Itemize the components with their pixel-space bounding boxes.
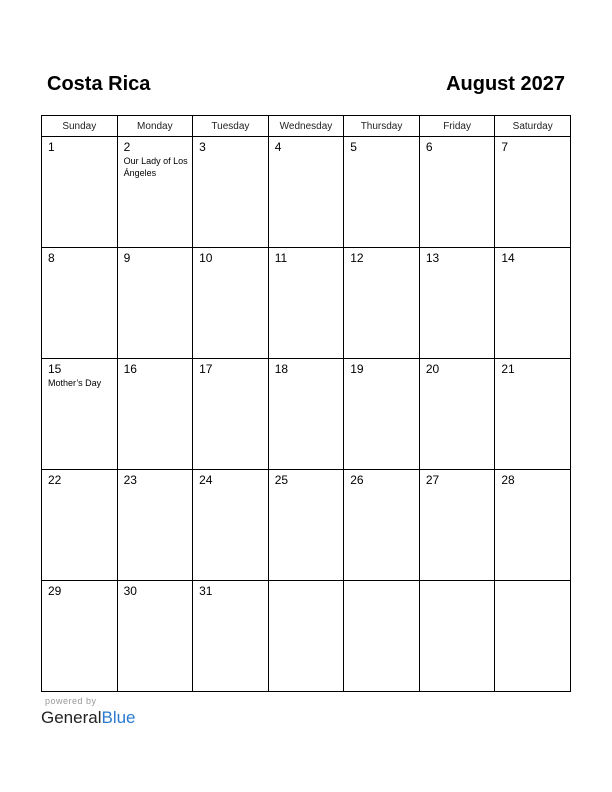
day-number: 18 <box>274 362 289 376</box>
weekday-header: Saturday <box>495 116 571 137</box>
day-cell-content <box>269 581 344 691</box>
day-cell-content <box>344 248 419 358</box>
day-number: 8 <box>48 251 55 265</box>
day-cell <box>268 248 344 359</box>
day-cell <box>495 359 571 470</box>
day-cell <box>344 248 420 359</box>
day-number: 28 <box>501 473 515 487</box>
day-cell <box>344 470 420 581</box>
day-cell-content <box>269 137 344 247</box>
day-cell-content <box>420 137 495 247</box>
country-title: Costa Rica <box>47 73 151 95</box>
day-cell-content <box>42 359 117 469</box>
day-cell <box>193 248 269 359</box>
day-number: 26 <box>350 473 364 487</box>
day-cell-content <box>420 359 495 469</box>
weekday-header: Tuesday <box>193 116 269 137</box>
day-number: 14 <box>501 251 515 265</box>
day-cell <box>193 581 269 692</box>
day-number: 15 <box>48 362 62 376</box>
day-number: 11 <box>274 251 288 265</box>
day-cell <box>117 470 193 581</box>
day-number: 22 <box>48 473 62 487</box>
day-number: 5 <box>350 140 357 154</box>
day-cell-content <box>118 581 193 691</box>
weekday-header: Thursday <box>344 116 420 137</box>
footer-branding <box>41 696 136 728</box>
calendar-grid <box>41 115 571 692</box>
day-number: 9 <box>123 251 131 265</box>
day-cell-content <box>420 470 495 580</box>
day-cell-content <box>118 359 193 469</box>
day-cell <box>42 248 118 359</box>
month-title: August 2027 <box>446 73 565 95</box>
logo-blue-text: Blue <box>101 708 136 727</box>
day-number: 7 <box>501 140 509 154</box>
day-number: 19 <box>350 362 364 376</box>
day-cell-content <box>495 581 570 691</box>
day-cell <box>268 581 344 692</box>
week-row <box>42 470 571 581</box>
day-cell <box>268 359 344 470</box>
day-cell-content <box>193 359 268 469</box>
day-cell <box>495 137 571 248</box>
day-cell <box>419 581 495 692</box>
day-number: 29 <box>48 584 62 598</box>
day-cell-content <box>420 581 495 691</box>
day-cell-content <box>344 359 419 469</box>
day-cell <box>344 581 420 692</box>
day-number: 4 <box>274 140 282 154</box>
weekday-header: Wednesday <box>268 116 344 137</box>
day-number: 12 <box>350 251 364 265</box>
day-cell-content <box>269 359 344 469</box>
day-number: 13 <box>425 251 440 265</box>
day-cell <box>117 137 193 248</box>
day-cell <box>117 359 193 470</box>
day-cell <box>495 248 571 359</box>
day-cell <box>344 359 420 470</box>
holiday-label: Our Lady of Los Ángeles <box>123 156 188 178</box>
day-number: 24 <box>199 473 213 487</box>
day-cell-content <box>420 248 495 358</box>
day-number: 30 <box>123 584 137 598</box>
day-cell-content <box>495 137 570 247</box>
day-cell-content <box>193 137 268 247</box>
logo-general-text: General <box>41 708 102 727</box>
day-cell <box>193 359 269 470</box>
weekday-header: Sunday <box>42 116 118 137</box>
day-cell <box>419 248 495 359</box>
day-number: 16 <box>123 362 137 376</box>
day-cell <box>268 137 344 248</box>
day-cell-content <box>344 470 419 580</box>
day-cell <box>42 470 118 581</box>
day-cell-content <box>42 581 117 691</box>
weekday-header-row <box>42 116 571 137</box>
day-cell-content <box>118 470 193 580</box>
day-number: 17 <box>199 362 213 376</box>
week-row <box>42 137 571 248</box>
day-cell <box>42 581 118 692</box>
day-cell-content <box>344 581 419 691</box>
day-cell <box>193 470 269 581</box>
day-cell-content <box>193 248 268 358</box>
day-cell-content <box>42 248 117 358</box>
day-number: 27 <box>425 473 440 487</box>
day-cell-content <box>42 470 117 580</box>
day-cell-content <box>42 137 117 247</box>
day-cell <box>419 359 495 470</box>
day-number: 1 <box>48 140 55 154</box>
day-cell <box>344 137 420 248</box>
day-cell <box>419 470 495 581</box>
day-number: 31 <box>199 584 213 598</box>
day-cell <box>42 137 118 248</box>
day-cell-content <box>118 248 193 358</box>
day-cell <box>268 470 344 581</box>
day-cell <box>117 248 193 359</box>
day-cell <box>193 137 269 248</box>
weekday-header: Monday <box>117 116 193 137</box>
day-cell-content <box>344 137 419 247</box>
week-row <box>42 581 571 692</box>
day-cell-content <box>269 248 344 358</box>
day-cell-content <box>193 581 268 691</box>
week-row <box>42 248 571 359</box>
day-cell-content <box>269 470 344 580</box>
day-cell <box>42 359 118 470</box>
day-cell-content <box>193 470 268 580</box>
weekday-header: Friday <box>419 116 495 137</box>
day-cell-content <box>495 470 570 580</box>
day-number: 20 <box>425 362 440 376</box>
day-cell <box>495 470 571 581</box>
day-cell <box>495 581 571 692</box>
day-number: 3 <box>199 140 206 154</box>
generalblue-logo[interactable] <box>41 708 136 728</box>
day-cell <box>419 137 495 248</box>
day-cell-content <box>495 359 570 469</box>
day-cell-content <box>118 137 193 247</box>
day-number: 23 <box>123 473 137 487</box>
week-row <box>42 359 571 470</box>
holiday-label: Mother’s Day <box>48 378 102 388</box>
day-cell-content <box>495 248 570 358</box>
day-number: 10 <box>199 251 213 265</box>
powered-by-text: powered by <box>45 696 97 706</box>
day-number: 6 <box>425 140 433 154</box>
day-cell <box>117 581 193 692</box>
day-number: 21 <box>501 362 515 376</box>
day-number: 25 <box>274 473 289 487</box>
day-number: 2 <box>123 140 131 154</box>
